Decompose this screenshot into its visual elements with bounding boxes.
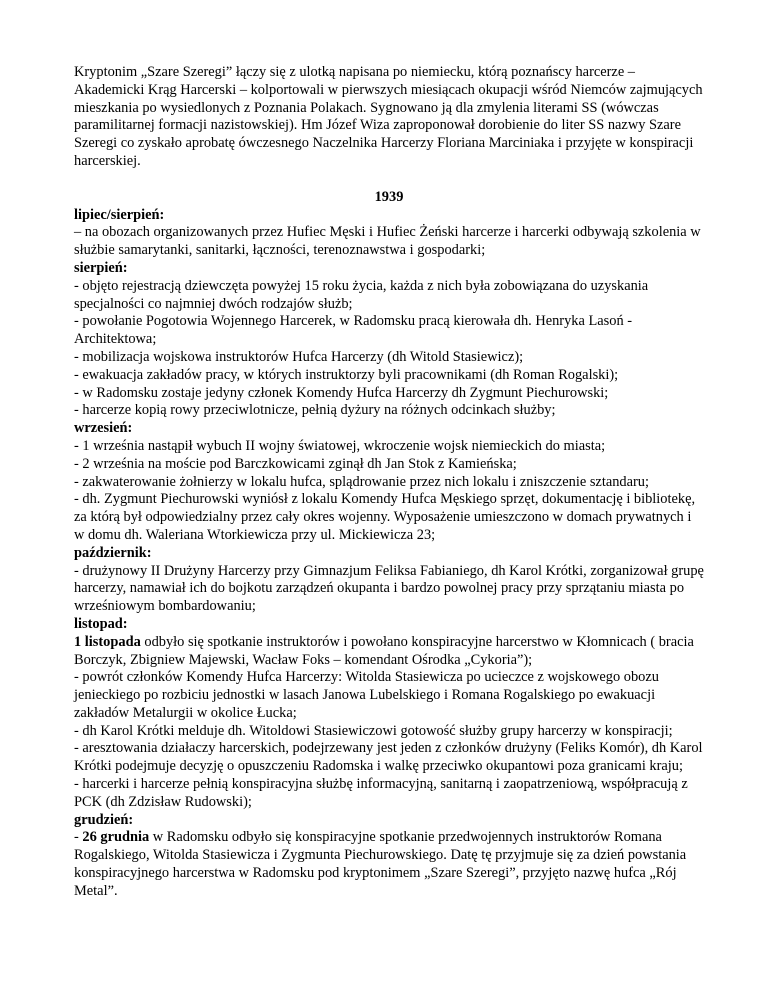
list-item: - 1 września nastąpił wybuch II wojny światowej, wkroczenie wojsk niemieckich do miasta;	[74, 437, 606, 454]
list-item: - powołanie Pogotowia Wojennego Harcerek, w Radomsku pracą kierowała dh. Henryka Lasoń - Architektowa;	[74, 313, 633, 348]
list-item	[74, 829, 704, 900]
list-item: - harcerze kopią rowy przeciwlotnicze, pełnią dyżury na różnych odcinkach służby;	[74, 402, 556, 419]
list-item: - drużynowy II Drużyny Harcerzy przy Gimnazjum Feliksa Fabianiego, dh Karol Krótki, zorganizował grupę harcerzy, namawiał ich do bojkotu zarządzeń okupanta i bardzo powolnej pracy przy sprzątaniu miasta po wrześniowym bombardowaniu;	[74, 562, 704, 615]
list-item: - aresztowania działaczy harcerskich, podejrzewany jest jeden z członków drużyny (Feliks Komór), dh Karol Krótki podejmuje decyzję o opuszczeniu Radomska i walkę przeciwko okupantowi poza granicami kraju;	[74, 740, 703, 775]
list-item-prefix: -	[74, 829, 83, 846]
month-heading-aug: sierpień:	[74, 259, 128, 276]
month-heading-jul-aug: lipiec/sierpień:	[74, 206, 165, 223]
list-item: - w Radomsku zostaje jedyny członek Komendy Hufca Harcerzy dh Zygmunt Piechurowski;	[74, 384, 609, 401]
list-item-text: odbyło się spotkanie instruktorów i powołano konspiracyjne harcerstwo w Kłomnicach ( bracia Borczyk, Zbigniew Majewski, Wacław Foks – komendant Ośrodka „Cykoria”);	[74, 633, 694, 668]
list-item: - powrót członków Komendy Hufca Harcerzy: Witolda Stasiewicza po ucieczce z wojskowego obozu jenieckiego po rozbiciu jednostki w lasach Janowa Lubelskiego i Romana Rogalskiego po ewakuacji zakładów Metalurgii w okolice Łucka;	[74, 669, 659, 721]
month-heading-dec: grudzień:	[74, 811, 134, 828]
date-emphasis: 26 grudnia	[82, 829, 150, 846]
document-page	[74, 64, 704, 901]
list-item-text: w Radomsku odbyło się konspiracyjne spotkanie przedwojennych instruktorów Romana Rogalskiego, Witolda Stasiewicza i Zygmunta Piechurowskiego. Datę tę przyjmuje się za dzień powstania konspiracyjnego harcerstwa w Radomsku pod kryptonimem „Szare Szeregi”, przyjęto nazwę hufca „Rój Metal”.	[74, 829, 687, 899]
list-item: – na obozach organizowanych przez Hufiec Męski i Hufiec Żeński harcerze i harcerki odbywają szkolenia w służbie samarytanki, sanitarki, łączności, terenoznawstwa i gospodarki;	[74, 224, 701, 259]
date-emphasis: 1 listopada	[74, 633, 141, 650]
month-heading-sep: wrzesień:	[74, 420, 133, 437]
list-item: - objęto rejestracją dziewczęta powyżej 15 roku życia, każda z nich była zobowiązana do uzyskania specjalności co najmniej dwóch rodzajów służb;	[74, 277, 649, 312]
list-item: - dh. Zygmunt Piechurowski wyniósł z lokalu Komendy Hufca Męskiego sprzęt, dokumentację i bibliotekę, za którą był odpowiedzialny przez cały okres wojenny. Wyposażenie umieszczono w domach prywatnych i w domu dh. Waleriana Wtorkiewicza przy ul. Mickiewicza 23;	[74, 491, 696, 543]
year-heading: 1939	[374, 188, 404, 205]
list-item: - zakwaterowanie żołnierzy w lokalu hufca, splądrowanie przez nich lokalu i zniszczenie sztandaru;	[74, 473, 649, 490]
list-item: - harcerki i harcerze pełnią konspiracyjna służbę informacyjną, sanitarną i zaopatrzeniową, współpracują z PCK (dh Zdzisław Rudowski);	[74, 776, 688, 810]
list-item	[74, 634, 704, 670]
month-heading-nov: listopad:	[74, 615, 128, 632]
list-item: - mobilizacja wojskowa instruktorów Hufca Harcerzy (dh Witold Stasiewicz);	[74, 348, 524, 365]
list-item: - 2 września na moście pod Barczkowicami zginął dh Jan Stok z Kamieńska;	[74, 455, 517, 472]
intro-paragraph: Kryptonim „Szare Szeregi” łączy się z ulotką napisana po niemiecku, którą poznańscy harcerze – Akademicki Krąg Harcerski – kolportowali w pierwszych miesiącach okupacji wśród Niemców zajmujących mieszkania po wysiedlonych z Poznania Polakach. Sygnowano ją dla zmylenia literami SS (wówczas paramilitarnej formacji nazistowskiej). Hm Józef Wiza zaproponował dorobienie do liter SS nazwy Szare Szeregi co zyskało aprobatę ówczesnego Naczelnika Harcerzy Floriana Marciniaka i przyjęte w konspiracji harcerskiej.	[74, 64, 703, 169]
list-item: - dh Karol Krótki melduje dh. Witoldowi Stasiewiczowi gotowość służby grupy harcerzy w konspiracji;	[74, 722, 673, 739]
list-item: - ewakuacja zakładów pracy, w których instruktorzy byli pracownikami (dh Roman Rogalski);	[74, 366, 619, 383]
month-heading-oct: październik:	[74, 544, 152, 561]
